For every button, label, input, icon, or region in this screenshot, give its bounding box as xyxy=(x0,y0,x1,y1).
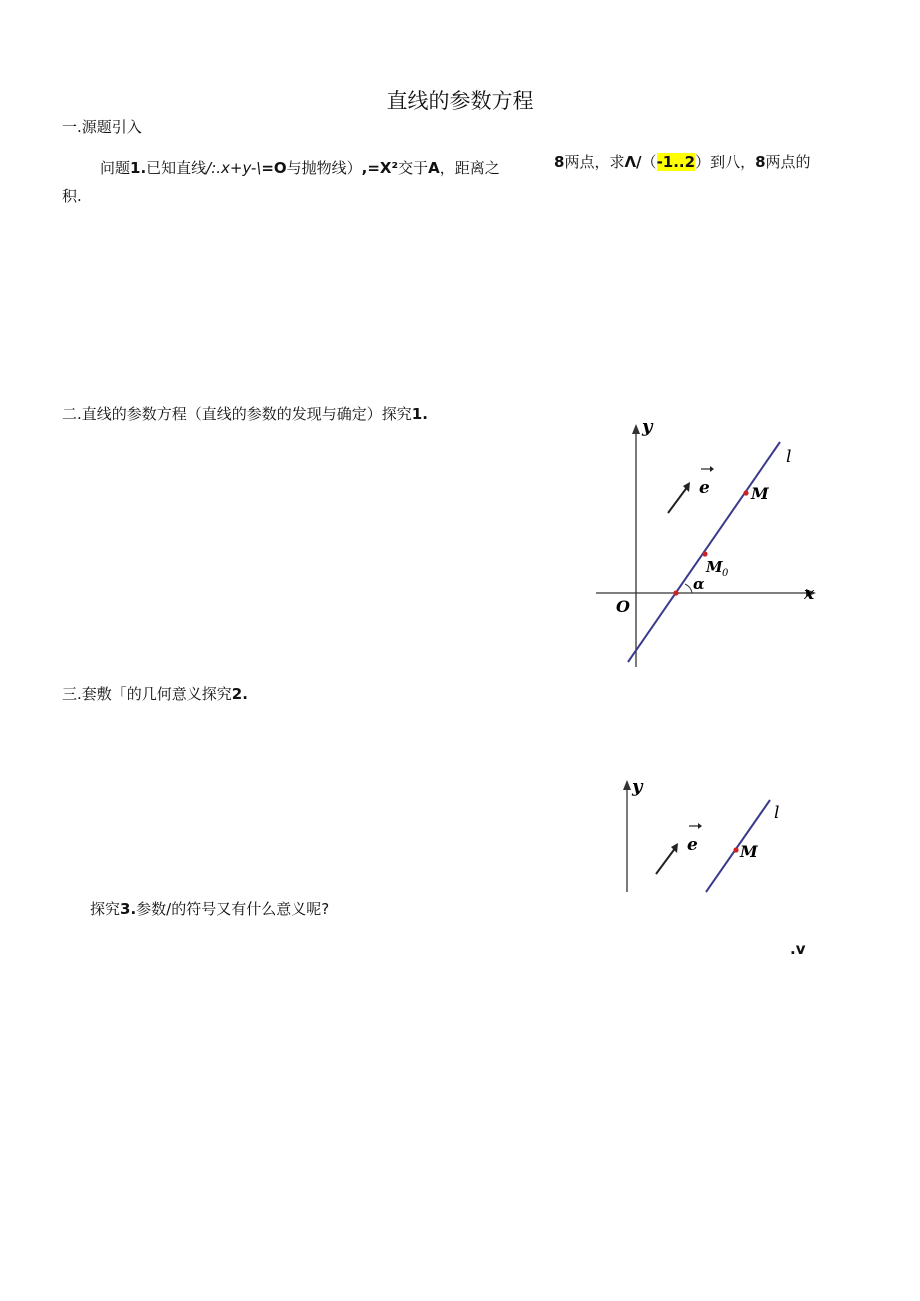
problem-number: 1. xyxy=(130,159,147,177)
section-2-heading-text: 二.直线的参数方程（直线的参数的发现与确定）探究 xyxy=(62,405,412,423)
problem-text: 与抛物线） xyxy=(286,159,362,177)
direction-vector xyxy=(656,847,676,874)
label-y: y xyxy=(642,416,653,437)
label-e: e xyxy=(687,835,698,855)
problem-formula-3: ,=X² xyxy=(361,159,399,177)
section-1-heading: 一.源题引入 xyxy=(62,118,142,136)
exploration-label: 探究 xyxy=(90,900,121,918)
label-x: x xyxy=(804,584,815,604)
problem-formula-2: =O xyxy=(261,159,287,177)
figure-1-line-diagram xyxy=(596,412,820,670)
problem-1-line-1-right xyxy=(554,151,811,172)
problem-formula-4: Λ/ xyxy=(624,153,642,171)
y-axis-arrow-icon xyxy=(632,424,640,434)
label-l: l xyxy=(774,803,780,823)
point-m xyxy=(743,490,748,495)
problem-point-b: 8 xyxy=(554,153,565,171)
line-l xyxy=(706,800,770,892)
problem-text: （ xyxy=(641,153,657,171)
problem-1-line-2: 积. xyxy=(62,187,82,205)
y-axis-arrow-icon xyxy=(623,780,631,790)
label-m0: M xyxy=(706,558,723,576)
label-y: y xyxy=(632,776,643,797)
section-3-heading xyxy=(62,683,248,704)
label-origin: O xyxy=(616,597,630,616)
problem-text: 两点，求 xyxy=(564,153,625,171)
exploration-3-text xyxy=(90,898,329,919)
problem-text: 交于 xyxy=(398,159,429,177)
stray-mark: .v xyxy=(790,940,806,958)
section-2-heading-number: 1. xyxy=(411,405,428,423)
direction-vector xyxy=(668,486,688,513)
label-m: M xyxy=(751,484,769,503)
problem-formula-1: /:.x+y-\ xyxy=(206,159,262,177)
x-intercept-point xyxy=(673,590,678,595)
problem-text: ，距离之 xyxy=(439,159,500,177)
figure-2-line-diagram xyxy=(612,770,792,894)
highlighted-coordinate: -1..2 xyxy=(656,153,696,171)
problem-1-line-1 xyxy=(100,157,500,178)
problem-point-a: A xyxy=(428,159,440,177)
problem-text: ）到八， xyxy=(695,153,756,171)
problem-point-b: 8 xyxy=(755,153,766,171)
label-alpha: α xyxy=(693,575,705,593)
page-title: 直线的参数方程 xyxy=(386,89,534,113)
section-2-heading xyxy=(62,403,428,424)
problem-label: 问题 xyxy=(100,159,131,177)
vector-e-arrow-icon xyxy=(710,466,714,472)
point-m0 xyxy=(702,551,707,556)
label-l: l xyxy=(786,447,792,467)
label-m: M xyxy=(740,842,758,861)
angle-arc xyxy=(685,584,692,593)
section-3-heading-number: 2. xyxy=(231,685,248,703)
vector-e-arrow-icon xyxy=(698,823,702,829)
problem-text: 两点的 xyxy=(765,153,811,171)
section-3-heading-text: 三.套敷「的几何意义探究 xyxy=(62,685,232,703)
label-e: e xyxy=(699,478,710,498)
problem-text: 已知直线 xyxy=(146,159,207,177)
exploration-number: 3. xyxy=(120,900,137,918)
label-m0-subscript: 0 xyxy=(722,568,729,579)
point-m xyxy=(733,847,738,852)
exploration-question: 参数/的符号又有什么意义呢? xyxy=(136,900,330,918)
